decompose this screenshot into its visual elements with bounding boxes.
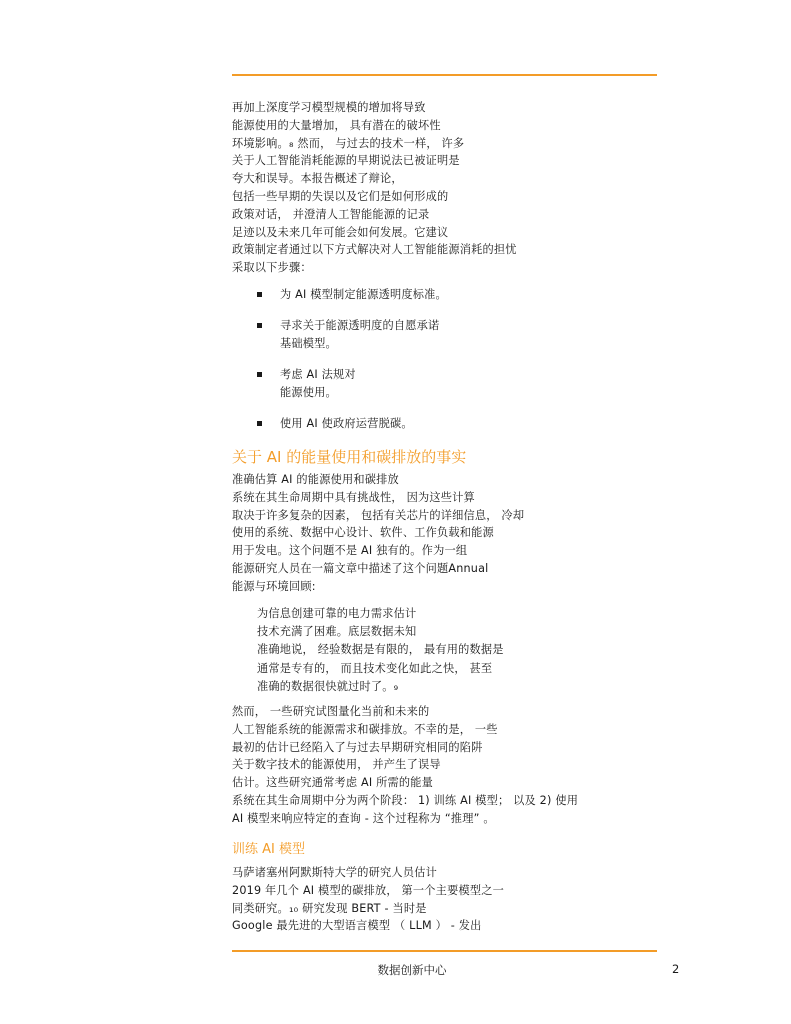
text-line: 系统在其生命周期中分为两个阶段： 1) 训练 AI 模型； 以及 2) 使用 [232,793,579,807]
text-line: 马萨诸塞州阿默斯特大学的研究人员估计 [232,866,437,879]
text-line: 然而， 一些研究试图量化当前和未来的 [232,705,430,718]
body-paragraph [232,703,578,828]
list-item [232,415,652,433]
text-line: 用于发电。这个问题不是 AI 独有的。作为一组 [232,544,468,558]
header-rule [232,74,657,76]
bullet-icon [257,421,262,426]
block-quote [257,605,504,696]
text-line: 使用的系统、数据中心设计、软件、工作负载和能源 [232,526,494,540]
list-item-text: 基础模型。 [280,337,337,350]
footer-organization: 数据创新中心 [377,963,447,977]
list-item-text: 使用 AI 使政府运营脱碳。 [280,417,413,430]
bullet-icon [257,292,262,297]
text-line: 足迹以及未来几年可能会如何发展。它建议 [232,225,449,239]
list-item [232,317,652,353]
text-line: 环境影响。₈ 然而， 与过去的技术一样， 许多 [232,136,465,150]
body-paragraph [232,864,504,935]
bullet-icon [257,372,262,377]
quote-line: 准确地说， 经验数据是有限的， 最有用的数据是 [257,643,504,657]
text-line: 再加上深度学习模型规模的增加将导致 [232,101,426,114]
list-item-text: 寻求关于能源透明度的自愿承诺 [280,319,440,332]
text-line: 同类研究。₁₀ 研究发现 BERT - 当时是 [232,901,427,915]
body-paragraph [232,471,524,596]
text-line: 夸大和误导。本报告概述了辩论， [232,172,403,186]
quote-line: 通常是专有的， 而且技术变化如此之快， 甚至 [257,661,493,675]
bullet-icon [257,323,262,328]
text-line: 关于数字技术的能源使用， 并产生了误导 [232,758,441,772]
recommendation-list [232,286,652,446]
text-line: 人工智能系统的能源需求和碳排放。不幸的是， 一些 [232,722,498,736]
text-line: 最初的估计已经陷入了与过去早期研究相同的陷阱 [232,740,483,754]
text-line: 采取以下步骤： [232,261,312,275]
text-line: 能源与环境回顾: [232,579,316,593]
list-item-text: 考虑 AI 法规对 [280,368,356,381]
section-heading: 关于 AI 的能量使用和碳排放的事实 [232,448,467,466]
list-item [232,286,652,304]
intro-paragraph [232,99,517,277]
text-line: 准确估算 AI 的能源使用和碳排放 [232,473,399,486]
text-line: 政策制定者通过以下方式解决对人工智能能源消耗的担忧 [232,243,517,257]
text-line: Google 最先进的大型语言模型 （ LLM ） - 发出 [232,919,482,933]
text-line: 估计。这些研究通常考虑 AI 所需的能量 [232,776,434,790]
quote-line: 准确的数据很快就过时了。₉ [257,679,399,693]
subsection-heading: 训练 AI 模型 [232,842,305,857]
text-line: 政策对话， 并澄清人工智能能源的记录 [232,207,430,221]
footer-rule [232,950,657,952]
text-line: 能源研究人员在一篇文章中描述了这个问题Annual [232,561,489,575]
text-line: 系统在其生命周期中具有挑战性， 因为这些计算 [232,490,475,504]
text-line: 关于人工智能消耗能源的早期说法已被证明是 [232,154,460,168]
page-number: 2 [672,962,680,976]
list-item-text: 为 AI 模型制定能源透明度标准。 [280,288,447,301]
text-line: 取决于许多复杂的因素， 包括有关芯片的详细信息， 冷却 [232,508,525,522]
quote-line: 为信息创建可靠的电力需求估计 [257,607,417,620]
quote-line: 技术充满了困难。底层数据未知 [257,625,417,639]
list-item-text: 能源使用。 [280,386,337,399]
text-line: 包括一些早期的失误以及它们是如何形成的 [232,189,449,203]
text-line: AI 模型来响应特定的查询 - 这个过程称为 “推理” 。 [232,811,495,825]
list-item [232,366,652,402]
text-line: 能源使用的大量增加， 具有潜在的破坏性 [232,118,441,132]
text-line: 2019 年几个 AI 模型的碳排放， 第一个主要模型之一 [232,883,505,897]
